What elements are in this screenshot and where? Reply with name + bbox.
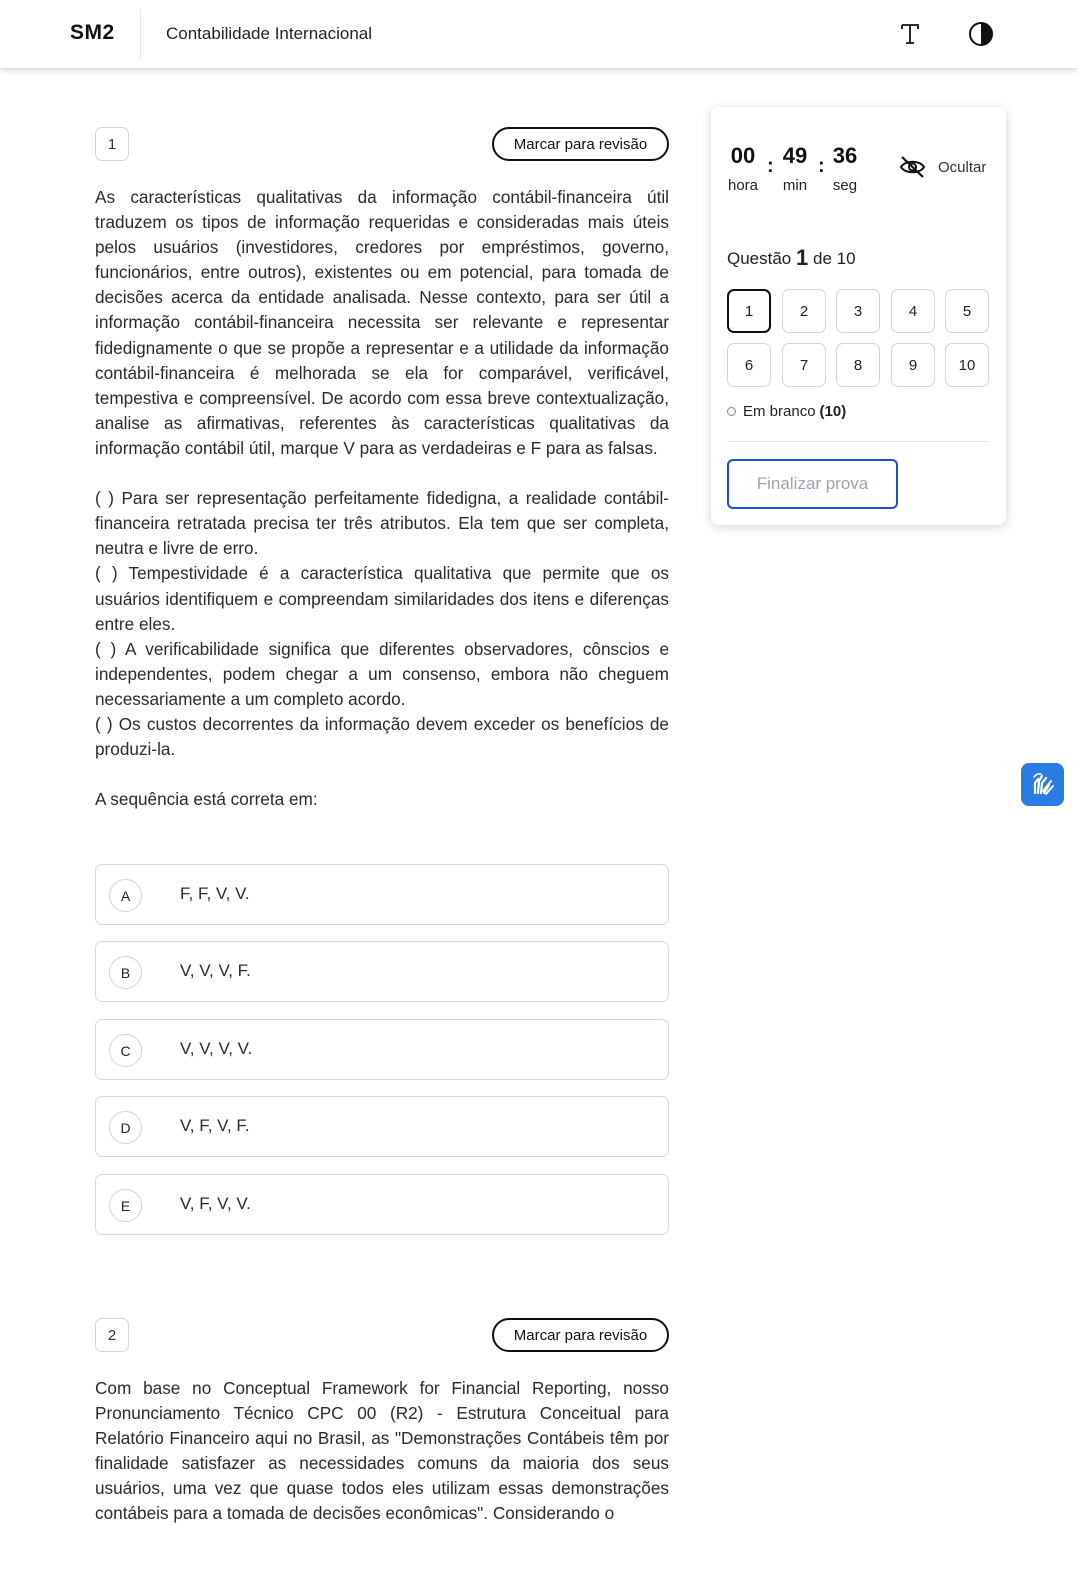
statement-item-3: ( ) A verificabilidade significa que diferentes observadores, cônscios e independentes, podem chegar a um consenso, embora não cheguem necessariamente a um completo acordo.	[95, 638, 669, 709]
blank-count: (10)	[819, 403, 847, 420]
timer-separator: :	[818, 155, 825, 177]
progress-suffix: de 10	[812, 249, 856, 268]
sign-language-button[interactable]	[1021, 763, 1064, 806]
answer-option-b[interactable]	[95, 941, 669, 1002]
mark-for-review-button[interactable]: Marcar para revisão	[492, 1318, 669, 1352]
eye-off-icon	[899, 155, 926, 179]
top-header	[0, 0, 1078, 68]
question-nav-5[interactable]: 5	[945, 289, 989, 333]
course-title: Contabilidade Internacional	[166, 24, 373, 43]
question-number: 1	[95, 127, 129, 161]
question-nav-8[interactable]: 8	[836, 343, 880, 387]
option-text: V, F, V, F.	[180, 1116, 250, 1135]
option-letter: C	[109, 1034, 142, 1067]
question-statement: As características qualitativas da informação contábil-financeira útil traduzem os tipos de informação requeridas e consideradas mais úteis pelos usuários (investidores, credores por empréstimos, governo, funcionários, entre outros), existentes ou em potencial, para tomada de decisões acerca da entidade analisada. Nesse contexto, para ser útil a informação contábil-financeira necessita ser relevante e representar fidedignamente o que se propõe a representar e a utilidade da informação contábil-financeira é melhorada se ela for comparável, verificável, tempestiva e compreensível. De acordo com essa breve contextualização, analise as afirmativas, referentes às características qualitativas da informação contábil útil, marque V para as verdadeiras e F para as falsas.	[95, 187, 669, 458]
statement-item-2: ( ) Tempestividade é a característica qualitativa que permite que os usuários identifiquem e compreendam similaridades dos itens e diferenças entre eles.	[95, 563, 669, 634]
question-nav-1[interactable]: 1	[727, 289, 771, 333]
font-size-icon	[898, 22, 922, 46]
answer-option-c[interactable]	[95, 1019, 669, 1080]
option-text: V, V, V, V.	[180, 1039, 253, 1058]
finish-exam-button[interactable]: Finalizar prova	[727, 459, 898, 509]
blank-status	[727, 403, 846, 420]
blank-label: Em branco	[743, 403, 816, 420]
font-size-button[interactable]	[892, 16, 928, 52]
question-progress	[727, 244, 856, 270]
option-letter: D	[109, 1111, 142, 1144]
option-text: F, F, V, V.	[180, 884, 250, 903]
question-number: 2	[95, 1318, 129, 1352]
statement-item-4: ( ) Os custos decorrentes da informação devem exceder os benefícios de produzi-la.	[95, 713, 669, 760]
hide-timer-button[interactable]	[899, 155, 986, 179]
question-nav-2[interactable]: 2	[782, 289, 826, 333]
answer-option-e[interactable]	[95, 1174, 669, 1235]
question-nav-6[interactable]: 6	[727, 343, 771, 387]
hide-timer-label: Ocultar	[938, 158, 987, 176]
contrast-icon	[968, 21, 994, 47]
option-text: V, F, V, V.	[180, 1194, 251, 1213]
progress-prefix: Questão	[727, 249, 792, 268]
timer-seconds: 36	[832, 143, 858, 168]
mark-for-review-button[interactable]: Marcar para revisão	[492, 127, 669, 161]
timer-separator: :	[767, 155, 774, 177]
question-nav-10[interactable]: 10	[945, 343, 989, 387]
header-divider	[140, 10, 141, 60]
question-nav-9[interactable]: 9	[891, 343, 935, 387]
exam-panel	[711, 107, 1006, 525]
option-letter: A	[109, 879, 142, 912]
statement-item-1: ( ) Para ser representação perfeitamente fidedigna, a realidade contábil-financeira retratada precisa ter três atributos. Ela tem que ser completa, neutra e livre de erro.	[95, 488, 669, 559]
question-prompt: A sequência está correta em:	[95, 789, 318, 810]
app-logo[interactable]: SM2	[70, 21, 115, 44]
question-nav-7[interactable]: 7	[782, 343, 826, 387]
panel-divider	[727, 441, 989, 442]
option-letter: E	[109, 1189, 142, 1222]
sign-language-icon	[1029, 771, 1057, 799]
question-text	[95, 1376, 669, 1527]
timer-hours-label: hora	[727, 177, 759, 194]
question-statement: Com base no Conceptual Framework for Financial Reporting, nosso Pronunciamento Técnico CPC 00 (R2) - Estrutura Conceitual para Relatório Financeiro aqui no Brasil, as "Demonstrações Contábeis têm por finalidade satisfazer as necessidades comuns da maioria dos seus usuários, uma vez que quase todos eles utilizam essas demonstrações contábeis para a tomada de decisões econômicas". Considerando o	[95, 1378, 669, 1524]
question-nav-3[interactable]: 3	[836, 289, 880, 333]
contrast-button[interactable]	[963, 16, 999, 52]
answer-option-a[interactable]	[95, 864, 669, 925]
question-text	[95, 185, 669, 812]
progress-current: 1	[796, 245, 809, 270]
timer-minutes: 49	[782, 143, 808, 168]
blank-dot-icon	[727, 407, 736, 416]
option-letter: B	[109, 956, 142, 989]
timer-minutes-label: min	[782, 177, 808, 194]
answer-option-d[interactable]	[95, 1096, 669, 1157]
question-nav-4[interactable]: 4	[891, 289, 935, 333]
timer-hours: 00	[730, 143, 756, 168]
timer-seconds-label: seg	[832, 177, 858, 194]
question-card-2	[95, 1318, 669, 1572]
question-card-1	[95, 127, 669, 1237]
option-text: V, V, V, F.	[180, 961, 251, 980]
